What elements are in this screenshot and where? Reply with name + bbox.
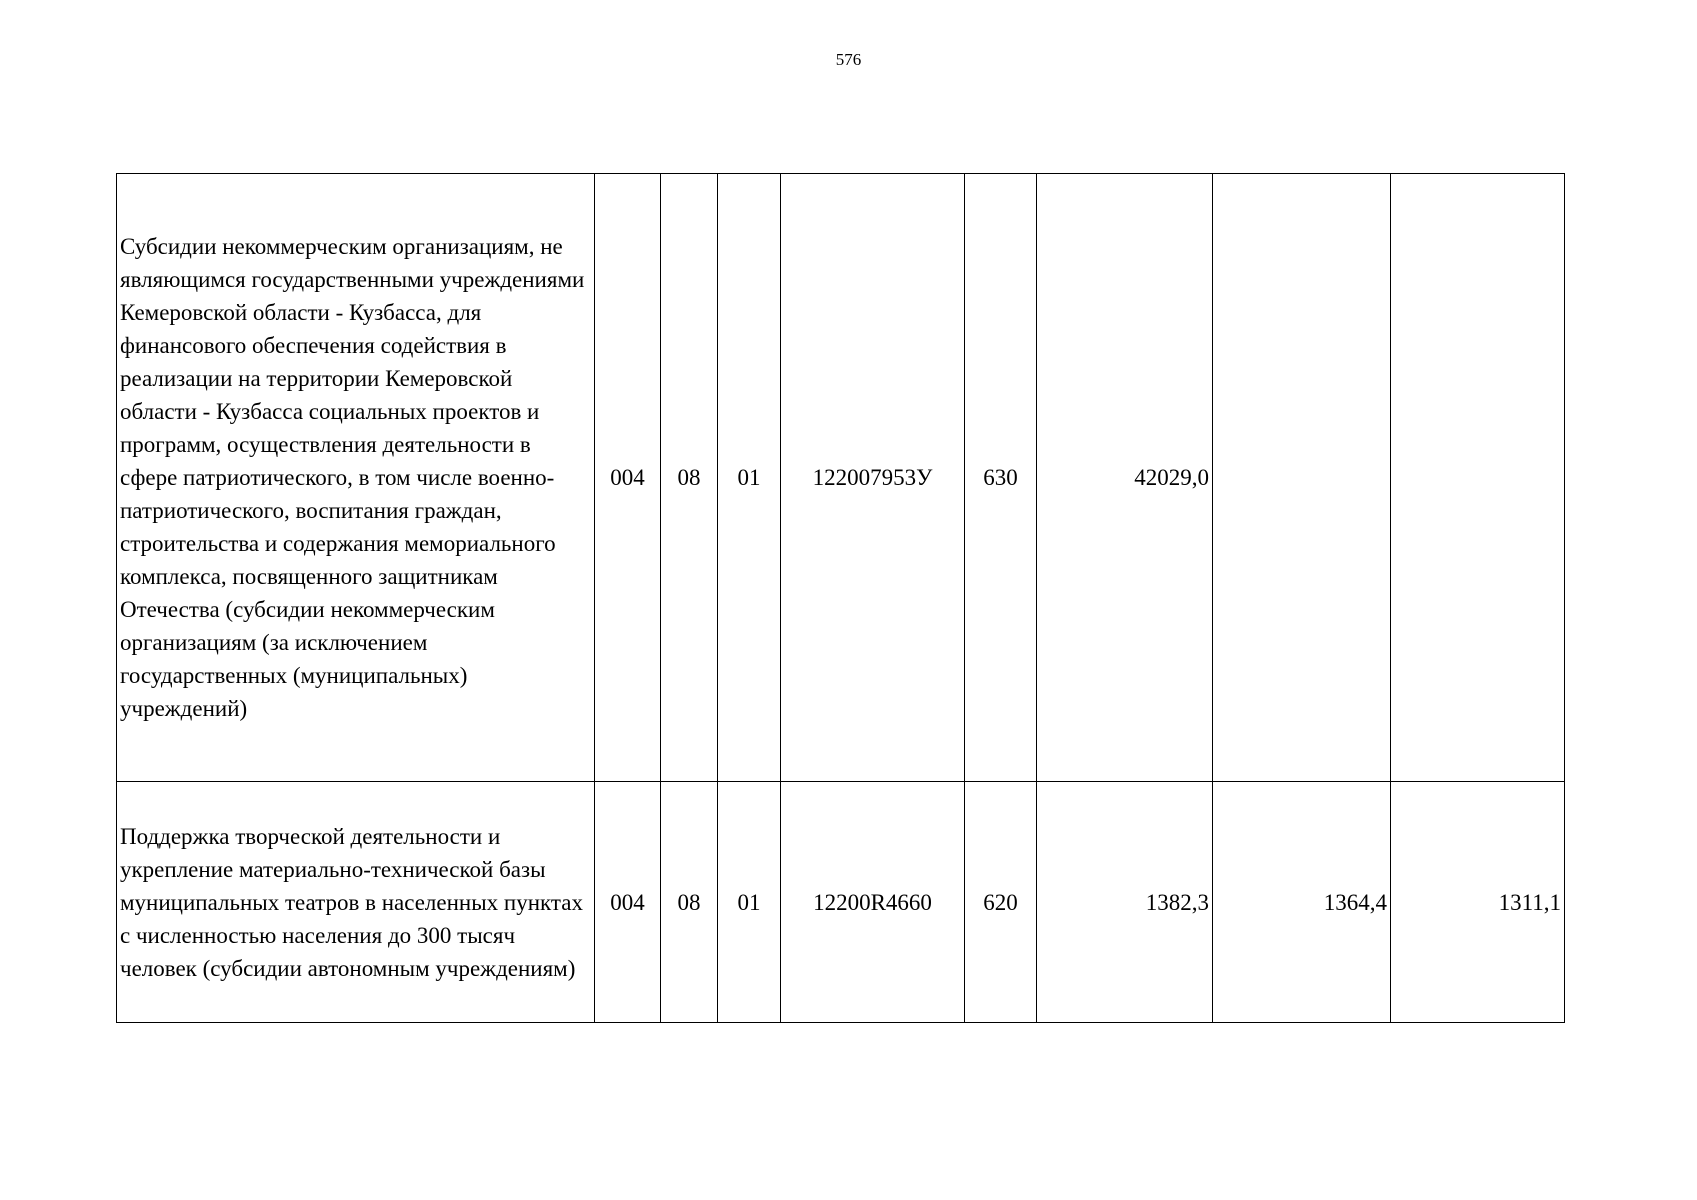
budget-table	[116, 173, 1565, 1023]
amount-year-1: 42029,0	[1037, 174, 1213, 782]
subsection-code: 01	[718, 174, 781, 782]
row-description: Субсидии некоммерческим организациям, не являющимся государственными учреждениями Кемеровской области - Кузбасса, для финансового обеспечения содействия в реализации на территории Кемеровской области - Кузбасса социальных проектов и программ, осуществления деятельности в сфере патриотического, в том числе военно-патриотического, воспитания граждан, строительства и содержания мемориального комплекса, посвященного защитникам Отечества (субсидии некоммерческим организациям (за исключением государственных (муниципальных) учреждений)	[117, 174, 595, 782]
amount-year-2: 1364,4	[1213, 782, 1391, 1023]
ministry-code: 004	[595, 782, 661, 1023]
expense-type-code: 620	[965, 782, 1037, 1023]
ministry-code: 004	[595, 174, 661, 782]
target-article-code: 12200R4660	[781, 782, 965, 1023]
table-row	[117, 782, 1565, 1023]
expense-type-code: 630	[965, 174, 1037, 782]
page-number: 576	[835, 50, 862, 69]
target-article-code: 122007953У	[781, 174, 965, 782]
section-code: 08	[661, 782, 718, 1023]
amount-year-1: 1382,3	[1037, 782, 1213, 1023]
subsection-code: 01	[718, 782, 781, 1023]
amount-year-3	[1391, 174, 1565, 782]
amount-year-2	[1213, 174, 1391, 782]
amount-year-3: 1311,1	[1391, 782, 1565, 1023]
row-description: Поддержка творческой деятельности и укрепление материально-технической базы муниципальных театров в населенных пунктах с численностью населения до 300 тысяч человек (субсидии автономным учреждениям)	[117, 782, 595, 1023]
section-code: 08	[661, 174, 718, 782]
table-row	[117, 174, 1565, 782]
